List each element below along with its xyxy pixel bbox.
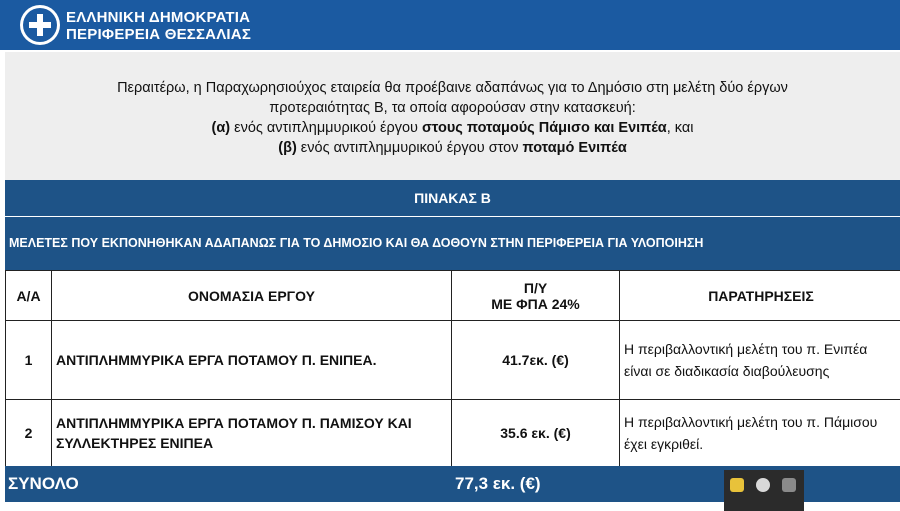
project-name: ΑΝΤΙΠΛΗΜΜΥΡΙΚΑ ΕΡΓΑ ΠΟΤΑΜΟΥ Π. ΕΝΙΠΕΑ.: [52, 321, 452, 400]
greek-cross-emblem-icon: [20, 5, 60, 45]
project-cost: 41.7εκ. (€): [452, 321, 620, 400]
tray-app-icon[interactable]: [730, 478, 744, 492]
tray-user-icon[interactable]: [756, 478, 770, 492]
table-subtitle: ΜΕΛΕΤΕΣ ΠΟΥ ΕΚΠΟΝΗΘΗΚΑΝ ΑΔΑΠΑΝΩΣ ΓΙΑ ΤΟ ΔΗΜΟΣΙΟ ΚΑΙ ΘΑ ΔΟΘΟΥΝ ΣΤΗΝ ΠΕΡΙΦΕΡΕΙΑ ΓΙΑ ΥΛΟΠΟΙΗΣΗ: [5, 217, 900, 270]
table-row: [6, 321, 900, 400]
table-title: ΠΙΝΑΚΑΣ Β: [5, 180, 900, 216]
row-number: 2: [6, 400, 52, 467]
project-remarks: Η περιβαλλοντική μελέτη του π. Πάμισου έχει εγκριθεί.: [620, 400, 900, 467]
total-label: ΣΥΝΟΛΟ: [8, 474, 79, 493]
intro-line1: Περαιτέρω, η Παραχωρησιούχος εταιρεία θα προέβαινε αδαπάνως για το Δημόσιο στη μελέτη δύο έργων: [117, 80, 788, 96]
intro-line3: (α) ενός αντιπλημμυρικού έργου στους ποταμούς Πάμισο και Ενιπέα, και: [211, 120, 694, 136]
col-aa: Α/Α: [6, 271, 52, 321]
project-name: ΑΝΤΙΠΛΗΜΜΥΡΙΚΑ ΕΡΓΑ ΠΟΤΑΜΟΥ Π. ΠΑΜΙΣΟΥ ΚΑΙ ΣΥΛΛΕΚΤΗΡΕΣ ΕΝΙΠΕΑ: [52, 400, 452, 467]
projects-table: [5, 270, 900, 467]
col-remarks: ΠΑΡΑΤΗΡΗΣΕΙΣ: [620, 271, 900, 321]
header-title-line1: ΕΛΛΗΝΙΚΗ ΔΗΜΟΚΡΑΤΙΑ: [66, 9, 251, 26]
header-title-line2: ΠΕΡΙΦΕΡΕΙΑ ΘΕΣΣΑΛΙΑΣ: [66, 26, 252, 43]
col-name: ΟΝΟΜΑΣΙΑ ΕΡΓΟΥ: [52, 271, 452, 321]
total-value: 77,3 εκ. (€): [455, 474, 541, 493]
intro-text: [5, 52, 900, 180]
project-remarks: Η περιβαλλοντική μελέτη του π. Ενιπέα είναι σε διαδικασία διαβούλευσης: [620, 321, 900, 400]
row-number: 1: [6, 321, 52, 400]
header-banner: [0, 0, 900, 50]
tray-hidden-icon[interactable]: [782, 478, 796, 492]
system-tray: [724, 470, 804, 511]
table-row: [6, 400, 900, 467]
col-budget: Π/Υ ΜΕ ΦΠΑ 24%: [452, 271, 620, 321]
intro-line2: προτεραιότητας Β, τα οποία αφορούσαν στην κατασκευή:: [269, 100, 636, 116]
project-cost: 35.6 εκ. (€): [452, 400, 620, 467]
intro-line4: (β) ενός αντιπλημμυρικού έργου στον ποταμό Ενιπέα: [278, 140, 627, 156]
table-header-row: [6, 271, 900, 321]
